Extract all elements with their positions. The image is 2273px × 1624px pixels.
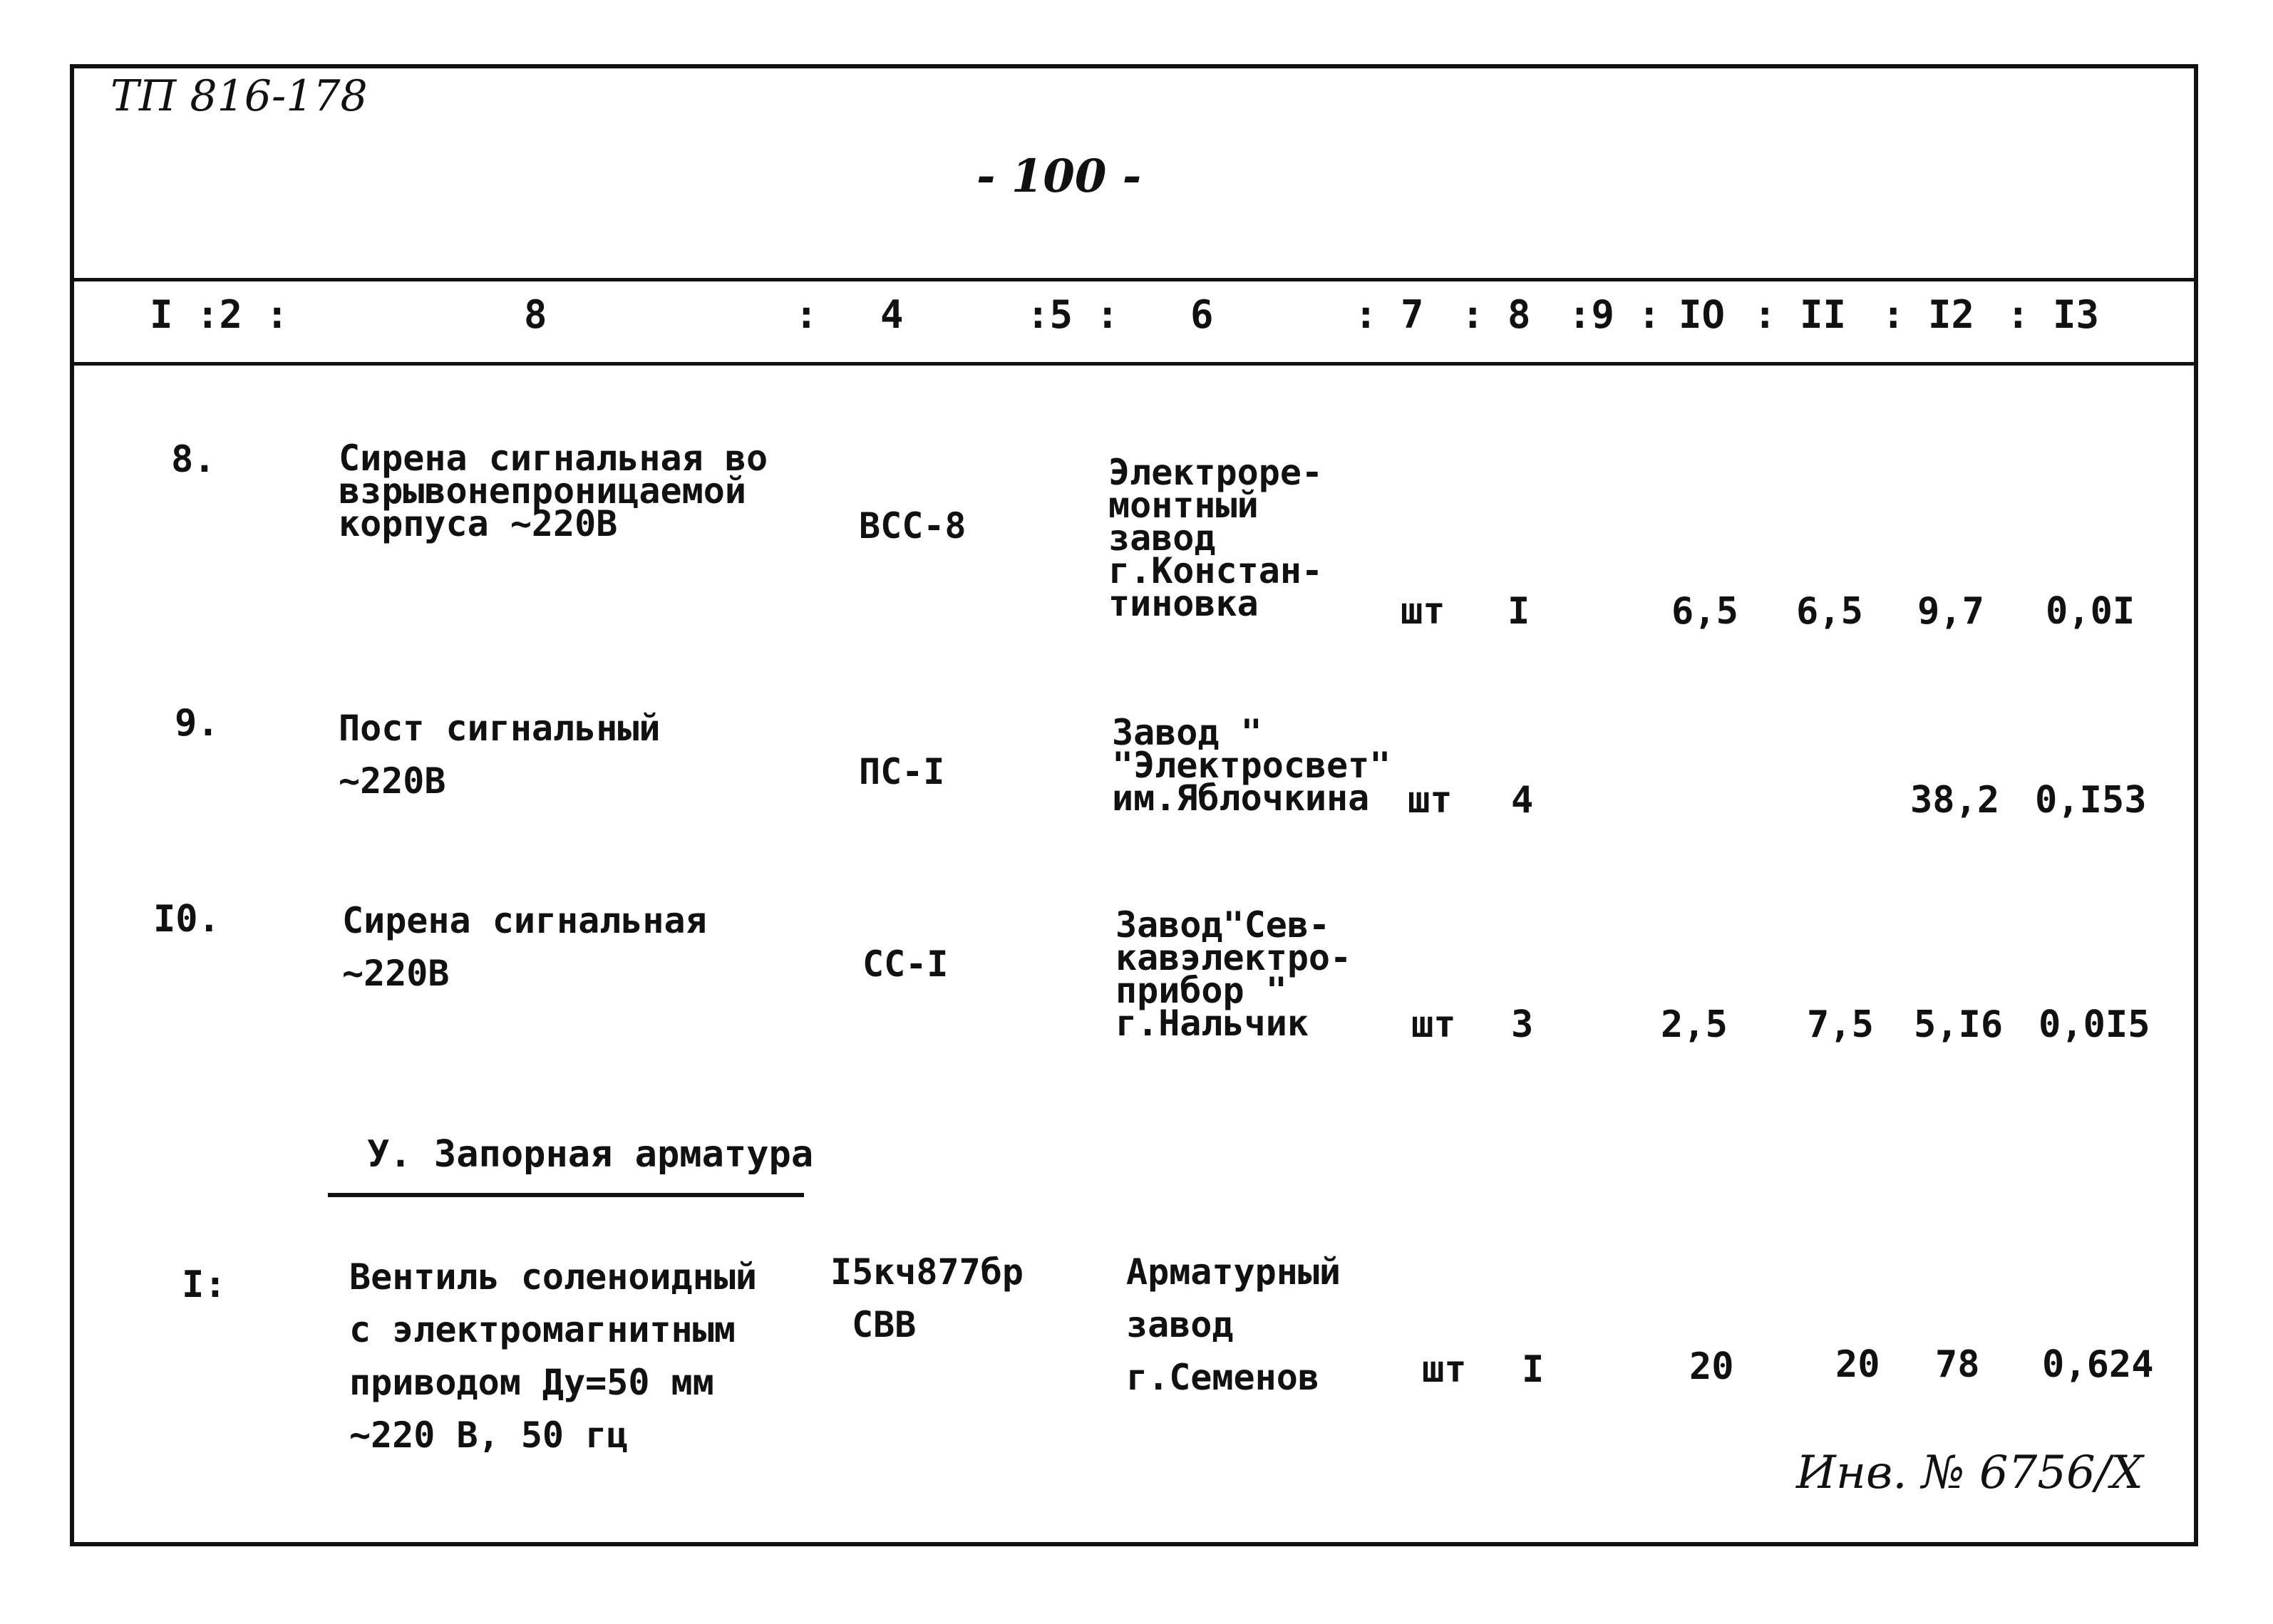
item-name-line: Сирена сигнальная во — [339, 438, 768, 479]
item-name-line: Сирена сигнальная — [342, 900, 707, 941]
item-maker-line: г.Констан- — [1108, 550, 1324, 591]
row-number: I: — [182, 1263, 227, 1306]
item-col-13: 0,I53 — [2035, 779, 2147, 822]
item-maker-line: Завод"Сев- — [1115, 904, 1331, 946]
item-col-12: 38,2 — [1910, 779, 2000, 822]
item-type-line: ВСС-8 — [859, 505, 967, 547]
item-qty: I — [1507, 590, 1530, 633]
item-unit: шт — [1411, 1003, 1456, 1046]
inventory-number: Инв. № 6756/Х — [1796, 1447, 2143, 1499]
item-name-line: ~220В — [339, 760, 446, 802]
item-type — [859, 751, 945, 792]
item-name-line: с электромагнитным — [349, 1309, 736, 1350]
item-col-13: 0,0I — [2046, 590, 2135, 633]
section-heading-underline — [328, 1193, 804, 1197]
col-header-11: : II — [1753, 292, 1847, 337]
item-name-line: ~220 В, 50 гц — [349, 1414, 629, 1456]
item-col-10: 2,5 — [1661, 1003, 1728, 1046]
item-qty: 3 — [1511, 1003, 1534, 1046]
col-header-12: : I2 — [1882, 292, 1975, 337]
col-header-sep: : — [795, 292, 818, 337]
item-col-13: 0,624 — [2042, 1343, 2154, 1386]
item-maker — [1112, 712, 1391, 819]
col-header-6: 6 — [1190, 292, 1214, 337]
item-col-10: 6,5 — [1671, 590, 1738, 633]
item-type — [862, 943, 949, 985]
item-maker-line: Завод " — [1112, 712, 1262, 753]
item-col-11: 6,5 — [1796, 590, 1863, 633]
col-header-13: : I3 — [2006, 292, 2100, 337]
col-header-1-2: I :2 : — [150, 292, 289, 337]
item-col-12: 9,7 — [1917, 590, 1984, 633]
item-maker-line: завод — [1126, 1304, 1234, 1345]
col-header-8: : 8 — [1461, 292, 1531, 337]
item-type-line: I5кч877бр — [830, 1251, 1024, 1293]
col-header-4: 4 — [880, 292, 904, 337]
document-code: ТП 816-178 — [110, 71, 368, 121]
item-maker — [1126, 1246, 1341, 1404]
row-number: I0. — [153, 898, 220, 941]
item-type-line: СС-I — [862, 943, 949, 985]
item-maker-line: кавэлектро- — [1115, 937, 1352, 978]
item-unit: шт — [1422, 1348, 1467, 1391]
col-header-9: :9 : — [1568, 292, 1661, 337]
item-maker-line: г.Нальчик — [1115, 1003, 1309, 1044]
item-maker-line: им.Яблочкина — [1112, 777, 1370, 819]
item-qty: 4 — [1511, 779, 1534, 822]
item-maker — [1115, 904, 1352, 1044]
col-header-5: :5 : — [1026, 292, 1120, 337]
row-number: 9. — [175, 702, 220, 745]
item-maker-line: прибор " — [1115, 970, 1287, 1011]
item-maker-line: завод — [1108, 517, 1216, 559]
item-type-line: ПС-I — [859, 751, 945, 792]
item-unit: шт — [1401, 590, 1445, 633]
col-header-10: IO — [1679, 292, 1726, 337]
item-type — [830, 1246, 1024, 1351]
item-name-line: Вентиль соленоидный — [349, 1256, 757, 1298]
item-maker-line: г.Семенов — [1126, 1357, 1319, 1398]
item-unit: шт — [1408, 779, 1453, 822]
item-name — [342, 894, 707, 1000]
item-name-line: приводом Ду=50 мм — [349, 1362, 714, 1403]
col-header-7: : 7 — [1354, 292, 1424, 337]
item-col-12: 78 — [1935, 1343, 1980, 1386]
item-col-10: 20 — [1689, 1345, 1734, 1388]
item-name-line: взрывонепроницаемой — [339, 470, 746, 512]
item-col-12: 5,I6 — [1914, 1003, 2004, 1046]
item-type — [859, 505, 967, 547]
item-maker — [1108, 452, 1324, 624]
item-maker-line: тиновка — [1108, 583, 1259, 624]
item-name-line: корпуса ~220В — [339, 503, 618, 544]
item-maker-line: "Электросвет" — [1112, 745, 1391, 786]
item-col-13: 0,0I5 — [2039, 1003, 2150, 1046]
item-maker-line: Электроре- — [1108, 452, 1324, 493]
item-col-11: 20 — [1835, 1343, 1880, 1386]
item-type-line: СВВ — [852, 1304, 917, 1345]
item-maker-line: Арматурный — [1126, 1251, 1341, 1293]
item-qty: I — [1522, 1348, 1545, 1391]
item-col-11: 7,5 — [1807, 1003, 1874, 1046]
row-number: 8. — [171, 438, 216, 481]
item-name — [349, 1251, 757, 1462]
header-top-rule — [70, 278, 2198, 281]
section-heading: У. Запорная арматура — [367, 1133, 814, 1176]
item-maker-line: монтный — [1108, 485, 1259, 526]
item-name-line: Пост сигнальный — [339, 708, 661, 749]
col-header-3: 8 — [524, 292, 547, 337]
item-name — [339, 702, 661, 807]
page-number: - 100 - — [976, 150, 1142, 203]
item-name-line: ~220В — [342, 953, 450, 994]
header-bottom-rule — [70, 362, 2198, 366]
item-name — [339, 438, 768, 544]
